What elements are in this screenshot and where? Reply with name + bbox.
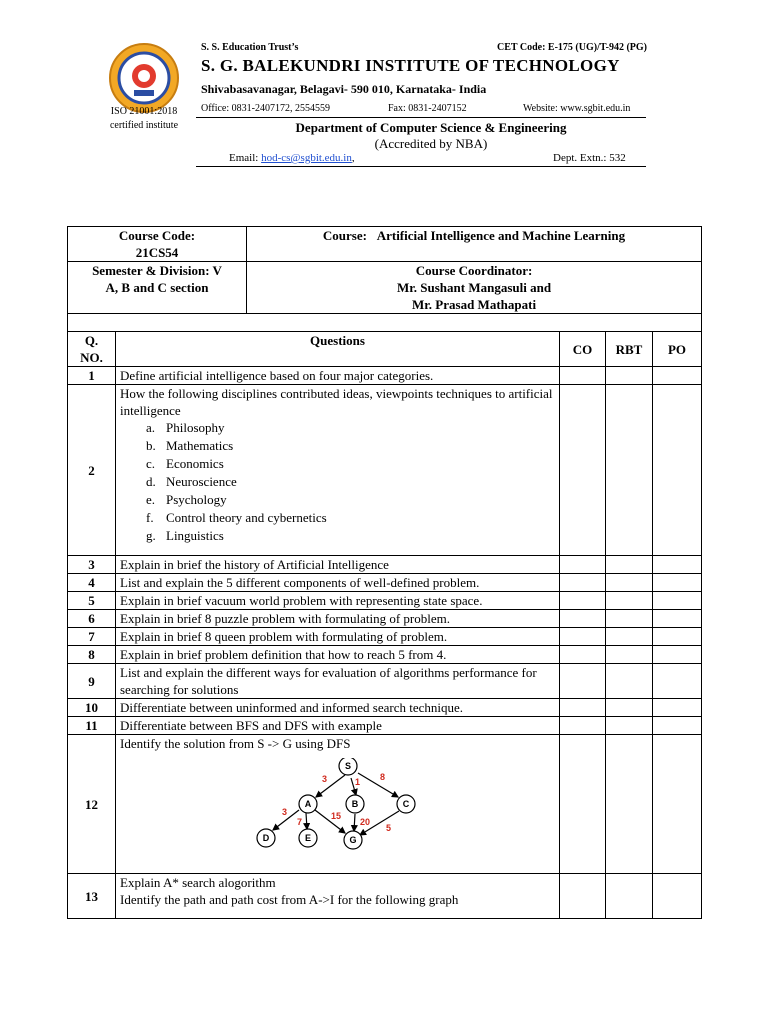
iso-certification: ISO 21001:2018 certified institute: [109, 106, 179, 131]
fax-number: Fax: 0831-2407152: [388, 103, 467, 114]
coordinator-cell: Course Coordinator: Mr. Sushant Mangasuli and Mr. Prasad Mathapati: [247, 262, 702, 314]
graph-node: E: [304, 833, 312, 843]
office-phone: Office: 0831-2407172, 2554559: [201, 103, 330, 114]
table-row: 12 Identify the solution from S -> G using DFS S A B C D E G 3 1 8 3 7 15 20 5: [68, 735, 702, 874]
cet-code: CET Code: E-175 (UG)/T-942 (PG): [497, 42, 647, 53]
graph-node: D: [262, 833, 270, 843]
column-header-row: [68, 332, 702, 367]
graph-node: B: [351, 799, 359, 809]
list-item: b. Mathematics: [146, 438, 234, 453]
email-line: Email: hod-cs@sgbit.edu.in,: [229, 152, 355, 164]
semester-cell: Semester & Division: V A, B and C section: [68, 262, 247, 314]
graph-node: A: [304, 799, 312, 809]
institute-name: S. G. BALEKUNDRI INSTITUTE OF TECHNOLOGY: [201, 56, 620, 75]
graph-node: C: [402, 799, 410, 809]
accreditation: (Accredited by NBA): [374, 136, 488, 151]
list-item: c. Economics: [146, 456, 224, 471]
semester-row: [68, 262, 702, 314]
course-code-cell: Course Code: 21CS54: [68, 227, 247, 262]
edge-weight: 20: [360, 817, 371, 827]
institute-logo: [108, 42, 180, 114]
email-link[interactable]: hod-cs@sgbit.edu.in: [261, 152, 352, 164]
table-row: 6 Explain in brief 8 puzzle problem with formulating of problem.: [68, 610, 702, 628]
table-row: 11 Differentiate between BFS and DFS with example: [68, 717, 702, 735]
dfs-graph-diagram: [238, 758, 538, 873]
edge-weight: 7: [297, 817, 303, 827]
table-row: 3 Explain in brief the history of Artificial Intelligence: [68, 556, 702, 574]
website: Website: www.sgbit.edu.in: [523, 103, 631, 114]
table-row: 10 Differentiate between uninformed and informed search technique.: [68, 699, 702, 717]
graph-node: S: [344, 761, 352, 771]
list-item: f. Control theory and cybernetics: [146, 510, 327, 525]
edge-weight: 3: [282, 807, 288, 817]
contact-row: [201, 103, 647, 117]
questions-header: Questions: [116, 332, 560, 367]
course-name-cell: Course: Artificial Intelligence and Machine Learning: [247, 227, 702, 262]
header-divider-bottom: [196, 166, 646, 167]
list-item: a. Philosophy: [146, 420, 225, 435]
department-name: Department of Computer Science & Engineering: [295, 120, 567, 135]
spacer-row: [68, 314, 702, 332]
list-item: g. Linguistics: [146, 528, 224, 543]
edge-weight: 1: [355, 777, 361, 787]
qno-header: Q. NO.: [68, 332, 116, 367]
course-info-row: [68, 227, 702, 262]
question-bank-table: [67, 226, 702, 919]
table-row: 4 List and explain the 5 different components of well-defined problem.: [68, 574, 702, 592]
list-item: d. Neuroscience: [146, 474, 237, 489]
edge-weight: 5: [386, 823, 392, 833]
graph-node: G: [349, 835, 357, 845]
dept-extension: Dept. Extn.: 532: [553, 152, 626, 164]
table-row: 13 Explain A* search alogorithm Identify the path and path cost from A->I for the following graph: [68, 874, 702, 919]
edge-weight: 8: [380, 772, 386, 782]
discipline-list: [120, 419, 555, 555]
trust-name: S. S. Education Trust’s: [201, 42, 299, 53]
po-header: PO: [653, 332, 702, 367]
table-row: 2 How the following disciplines contributed ideas, viewpoints techniques to artificial intelligence a. Philosophy b. Mathematics c. Economics d. Neuroscience e. Psychology f. Control theory and cybernetics g. Linguistics: [68, 385, 702, 556]
table-row: 8 Explain in brief problem definition that how to reach 5 from 4.: [68, 646, 702, 664]
table-row: 7 Explain in brief 8 queen problem with formulating of problem.: [68, 628, 702, 646]
edge-weight: 3: [322, 774, 328, 784]
co-header: CO: [560, 332, 606, 367]
table-row: 9 List and explain the different ways for evaluation of algorithms performance for searching for solutions: [68, 664, 702, 699]
edge-weight: 15: [331, 811, 342, 821]
list-item: e. Psychology: [146, 492, 227, 507]
table-row: 1 Define artificial intelligence based on four major categories.: [68, 367, 702, 385]
table-row: 5 Explain in brief vacuum world problem with representing state space.: [68, 592, 702, 610]
institute-address: Shivabasavanagar, Belagavi- 590 010, Karnataka- India: [201, 82, 487, 96]
header-divider: [196, 117, 646, 118]
rbt-header: RBT: [606, 332, 653, 367]
